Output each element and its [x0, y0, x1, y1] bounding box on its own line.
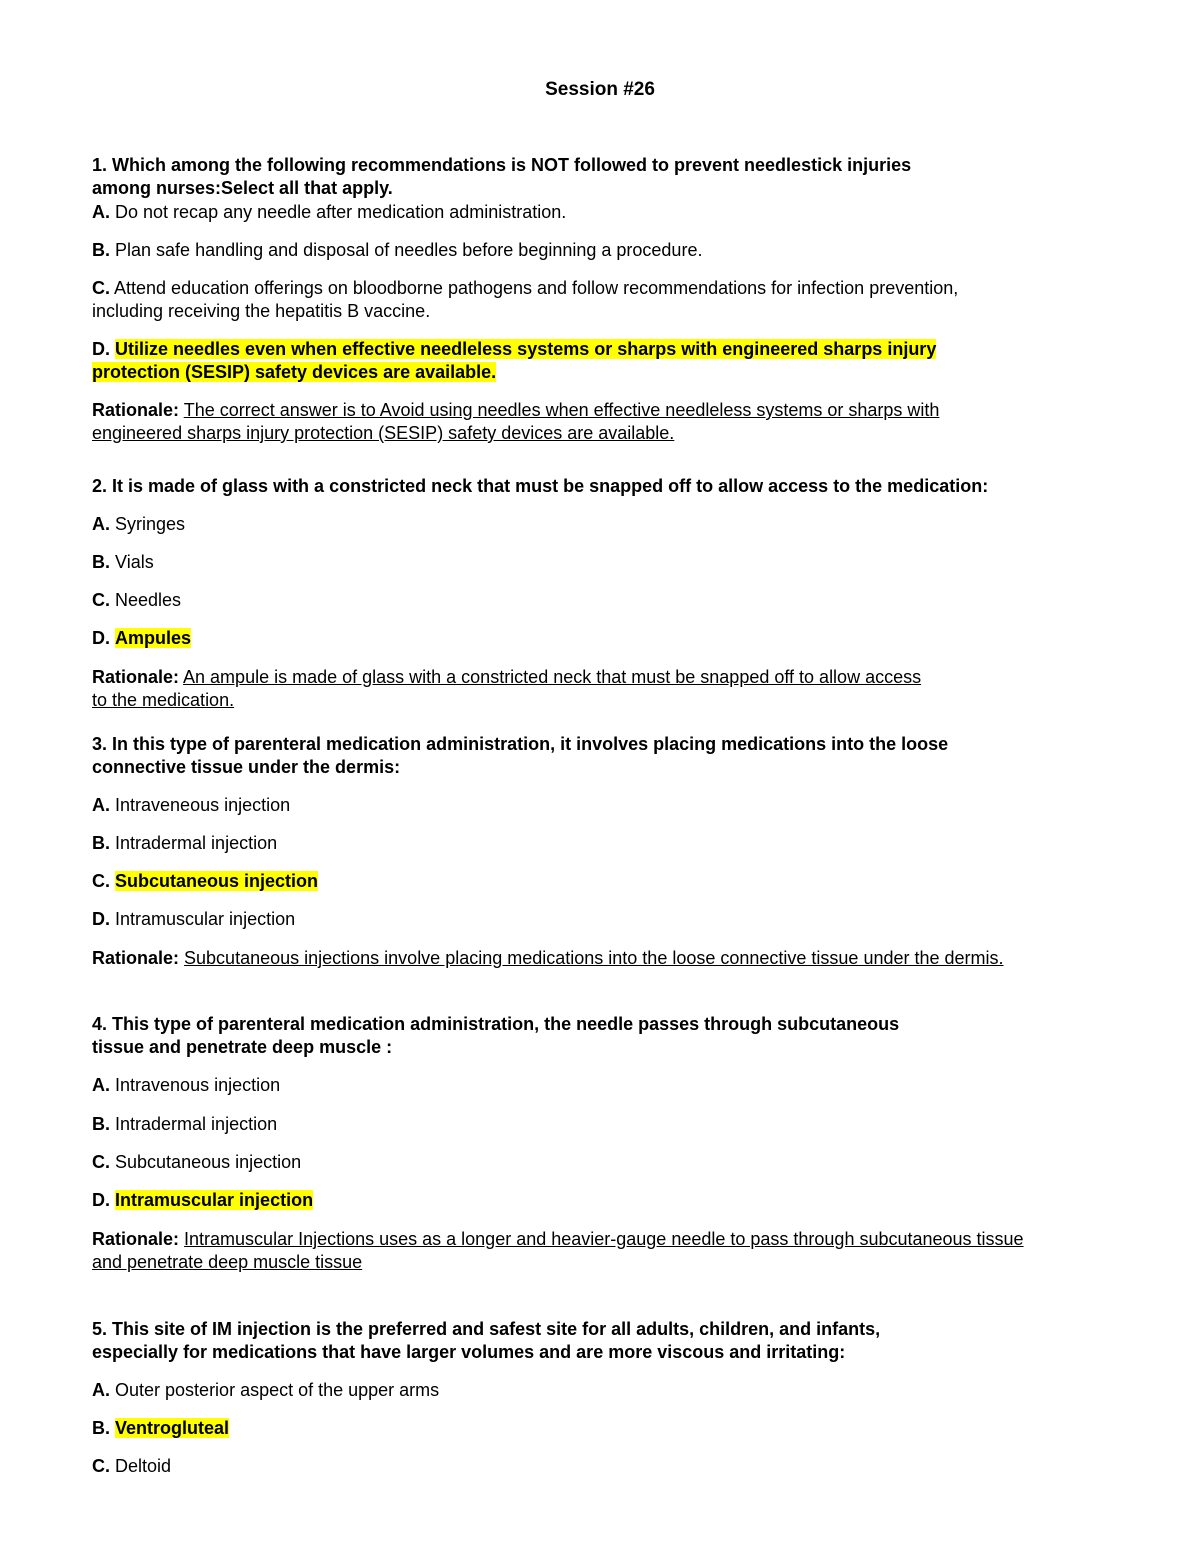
question-1-option-a — [92, 201, 566, 224]
option-text: Attend education offerings on bloodborne pathogens and follow recommendations for infection prevention, — [114, 278, 959, 298]
question-1-rationale-cont: engineered sharps injury protection (SESIP) safety devices are available. — [92, 423, 675, 443]
rationale-text: The correct answer is to Avoid using needles when effective needleless systems or sharps with — [183, 400, 940, 420]
option-letter: C. — [92, 871, 110, 891]
question-3-option-c-correct — [92, 870, 318, 893]
question-3-option-d — [92, 908, 295, 931]
question-2-option-c — [92, 589, 181, 612]
question-1-option-c-cont: including receiving the hepatitis B vaccine. — [92, 301, 431, 321]
question-5-option-b-correct — [92, 1417, 229, 1440]
correct-answer-highlight: Ventrogluteal — [115, 1418, 230, 1438]
option-letter: A. — [92, 514, 110, 534]
option-text: Intradermal injection — [115, 833, 278, 853]
question-3-option-b — [92, 832, 277, 855]
question-3-rationale — [92, 947, 1004, 970]
option-text: Intraveneous injection — [115, 795, 291, 815]
option-letter: B. — [92, 1418, 110, 1438]
option-text: Subcutaneous injection — [115, 1152, 302, 1172]
correct-answer-highlight: Utilize needles even when effective needleless systems or sharps with engineered sharps injury — [115, 339, 937, 359]
correct-answer-highlight: Subcutaneous injection — [115, 871, 319, 891]
option-letter: D. — [92, 909, 110, 929]
question-4-option-a — [92, 1074, 280, 1097]
option-letter: C. — [92, 1456, 110, 1476]
question-1-option-d-correct — [92, 338, 936, 361]
option-letter: D. — [92, 339, 110, 359]
question-5-stem: 5. This site of IM injection is the preferred and safest site for all adults, children, and infants, — [92, 1319, 881, 1339]
rationale-label: Rationale: — [92, 1229, 180, 1249]
question-2-rationale — [92, 666, 921, 689]
correct-answer-highlight: Intramuscular injection — [115, 1190, 314, 1210]
option-letter: B. — [92, 240, 110, 260]
option-letter: C. — [92, 1152, 110, 1172]
option-text: Deltoid — [115, 1456, 172, 1476]
question-4-rationale — [92, 1228, 1024, 1251]
question-1-option-b — [92, 239, 702, 262]
question-4-stem: 4. This type of parenteral medication administration, the needle passes through subcutaneous — [92, 1014, 900, 1034]
correct-answer-highlight: Ampules — [115, 628, 192, 648]
rationale-label: Rationale: — [92, 948, 180, 968]
option-text: Needles — [115, 590, 182, 610]
option-letter: C. — [92, 278, 110, 298]
question-4-rationale-cont: and penetrate deep muscle tissue — [92, 1252, 363, 1272]
option-letter: D. — [92, 1190, 110, 1210]
question-1-option-d-cont — [92, 361, 496, 384]
option-letter: D. — [92, 628, 110, 648]
option-letter: B. — [92, 1114, 110, 1134]
question-2-option-b — [92, 551, 154, 574]
question-3-stem: connective tissue under the dermis: — [92, 757, 401, 777]
rationale-text: Subcutaneous injections involve placing medications into the loose connective tissue under the dermis. — [184, 948, 1004, 968]
option-letter: B. — [92, 552, 110, 572]
question-2-option-d-correct — [92, 627, 191, 650]
question-5-option-a — [92, 1379, 439, 1402]
option-text: Intramuscular injection — [115, 909, 296, 929]
page-title: Session #26 — [545, 79, 655, 100]
option-text: Intravenous injection — [115, 1075, 281, 1095]
question-1-stem: among nurses:Select all that apply. — [92, 178, 393, 198]
option-letter: A. — [92, 1075, 110, 1095]
option-letter: B. — [92, 833, 110, 853]
question-3-option-a — [92, 794, 290, 817]
option-text: Outer posterior aspect of the upper arms — [115, 1380, 440, 1400]
option-text: Plan safe handling and disposal of needles before beginning a procedure. — [115, 240, 703, 260]
option-letter: A. — [92, 795, 110, 815]
question-3-stem: 3. In this type of parenteral medication administration, it involves placing medications into the loose — [92, 734, 949, 754]
question-4-stem: tissue and penetrate deep muscle : — [92, 1037, 393, 1057]
question-4-option-c — [92, 1151, 301, 1174]
option-text: Do not recap any needle after medication administration. — [115, 202, 567, 222]
option-text: Syringes — [115, 514, 186, 534]
question-2-option-a — [92, 513, 185, 536]
question-1-rationale — [92, 399, 939, 422]
option-letter: A. — [92, 1380, 110, 1400]
option-text: Vials — [115, 552, 154, 572]
option-letter: C. — [92, 590, 110, 610]
question-5-stem: especially for medications that have larger volumes and are more viscous and irritating: — [92, 1342, 846, 1362]
question-2-rationale-cont: to the medication. — [92, 690, 235, 710]
question-4-option-d-correct — [92, 1189, 313, 1212]
question-5-option-c — [92, 1455, 171, 1478]
option-text: Intradermal injection — [115, 1114, 278, 1134]
rationale-label: Rationale: — [92, 400, 180, 420]
option-letter: A. — [92, 202, 110, 222]
rationale-text: An ampule is made of glass with a constricted neck that must be snapped off to allow access — [183, 667, 922, 687]
rationale-text: Intramuscular Injections uses as a longer and heavier-gauge needle to pass through subcutaneous tissue — [184, 1229, 1024, 1249]
question-1-option-c — [92, 277, 958, 300]
correct-answer-highlight: protection (SESIP) safety devices are available. — [92, 362, 497, 382]
question-1-stem: 1. Which among the following recommendations is NOT followed to prevent needlestick injuries — [92, 155, 912, 175]
question-4-option-b — [92, 1113, 277, 1136]
rationale-label: Rationale: — [92, 667, 180, 687]
question-2-stem: 2. It is made of glass with a constricted neck that must be snapped off to allow access to the medication: — [92, 476, 989, 496]
